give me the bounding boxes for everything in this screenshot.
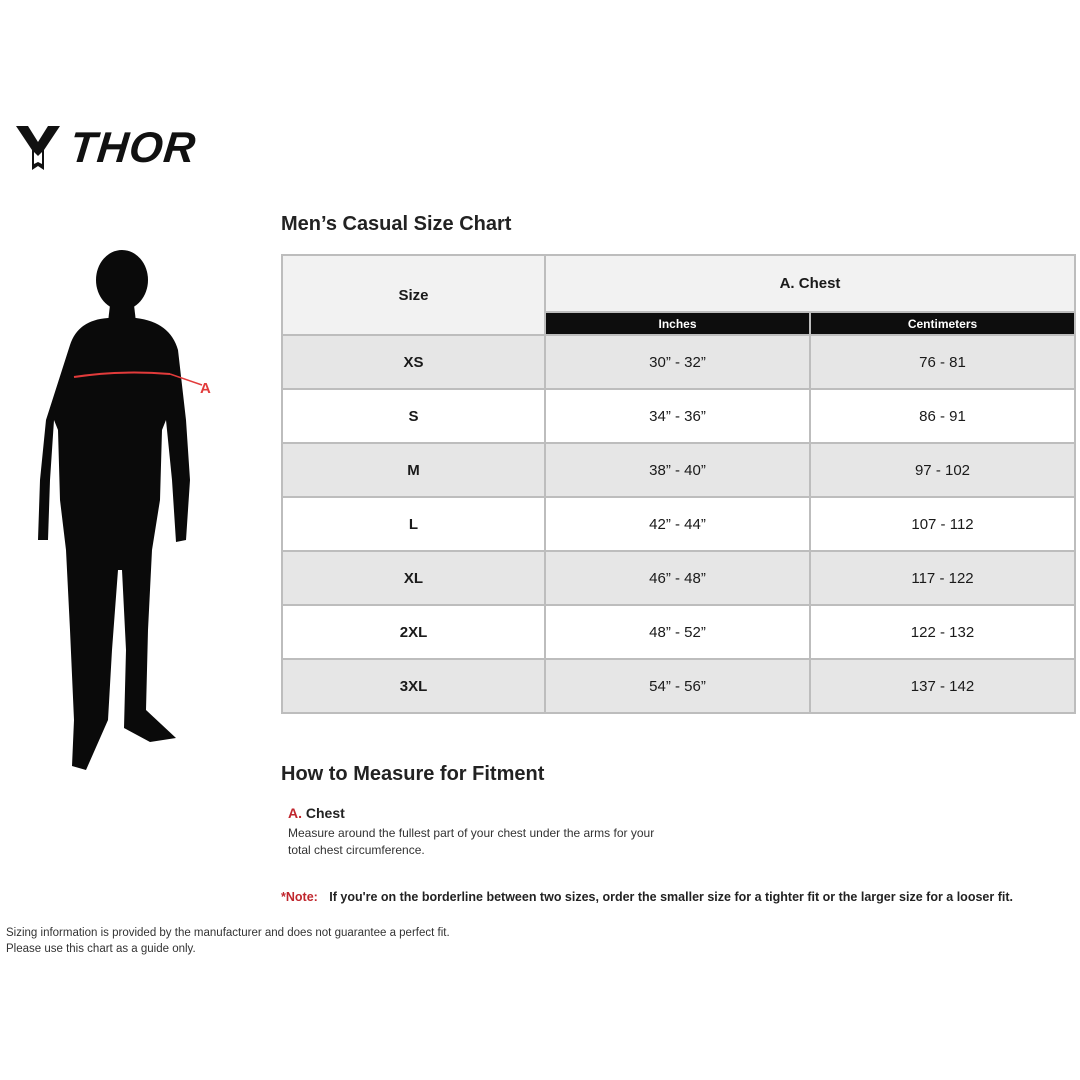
logo-wordmark: THOR xyxy=(67,124,199,172)
size-cell: M xyxy=(282,443,545,497)
note-text: If you're on the borderline between two sizes, order the smaller size for a tighter fit or the larger size for a looser fit. xyxy=(329,890,1013,904)
note-label: *Note: xyxy=(281,890,318,904)
inches-cell: 48” - 52” xyxy=(545,605,810,659)
centimeters-header: Centimeters xyxy=(810,312,1075,335)
measure-description xyxy=(288,825,708,859)
table-row xyxy=(282,443,1075,497)
inches-cell: 54” - 56” xyxy=(545,659,810,713)
measure-description-line: Measure around the fullest part of your chest under the arms for your xyxy=(288,826,655,840)
centimeters-cell: 76 - 81 xyxy=(810,335,1075,389)
table-row xyxy=(282,551,1075,605)
table-row xyxy=(282,389,1075,443)
sizing-note xyxy=(281,890,1013,904)
chest-marker-label: A xyxy=(200,380,211,397)
measure-title: How to Measure for Fitment xyxy=(281,763,545,785)
table-row xyxy=(282,335,1075,389)
chart-title: Men’s Casual Size Chart xyxy=(281,213,512,235)
measure-name: Chest xyxy=(305,805,345,821)
centimeters-cell: 137 - 142 xyxy=(810,659,1075,713)
measure-instruction xyxy=(288,805,708,859)
size-chart-table xyxy=(281,254,1076,714)
size-cell: XS xyxy=(282,335,545,389)
table-row xyxy=(282,659,1075,713)
inches-header: Inches xyxy=(545,312,810,335)
size-cell: XL xyxy=(282,551,545,605)
table-row xyxy=(282,605,1075,659)
disclaimer-line: Please use this chart as a guide only. xyxy=(6,943,196,955)
inches-cell: 38” - 40” xyxy=(545,443,810,497)
size-cell: L xyxy=(282,497,545,551)
inches-cell: 46” - 48” xyxy=(545,551,810,605)
disclaimer xyxy=(6,925,450,957)
size-cell: S xyxy=(282,389,545,443)
table-row xyxy=(282,497,1075,551)
thor-logo xyxy=(14,122,214,174)
size-cell: 3XL xyxy=(282,659,545,713)
chest-header: A. Chest xyxy=(545,255,1075,312)
centimeters-cell: 86 - 91 xyxy=(810,389,1075,443)
measure-letter: A. xyxy=(288,805,302,821)
centimeters-cell: 97 - 102 xyxy=(810,443,1075,497)
disclaimer-line: Sizing information is provided by the manufacturer and does not guarantee a perfect fit. xyxy=(6,927,450,939)
size-header: Size xyxy=(282,255,545,335)
centimeters-cell: 117 - 122 xyxy=(810,551,1075,605)
centimeters-cell: 122 - 132 xyxy=(810,605,1075,659)
inches-cell: 42” - 44” xyxy=(545,497,810,551)
measure-heading xyxy=(288,805,708,821)
inches-cell: 30” - 32” xyxy=(545,335,810,389)
thor-emblem-icon xyxy=(14,122,62,172)
inches-cell: 34” - 36” xyxy=(545,389,810,443)
centimeters-cell: 107 - 112 xyxy=(810,497,1075,551)
size-cell: 2XL xyxy=(282,605,545,659)
body-silhouette xyxy=(30,250,230,780)
measure-description-line: total chest circumference. xyxy=(288,843,425,857)
